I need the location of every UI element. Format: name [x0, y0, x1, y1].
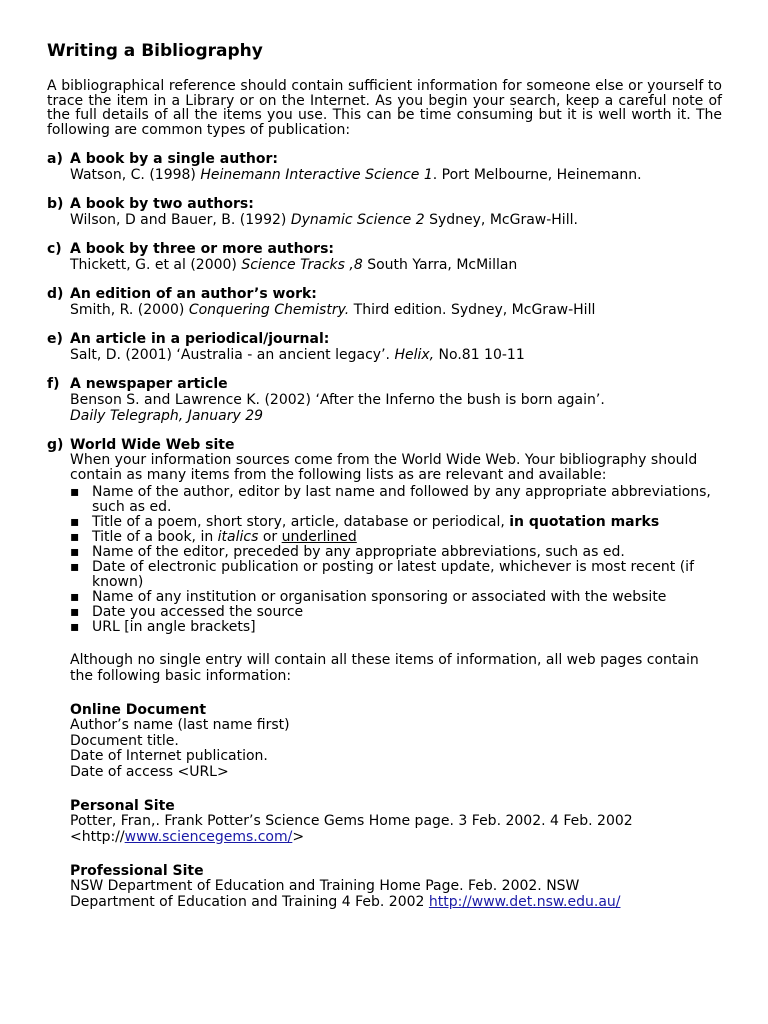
- section-g: [47, 437, 722, 910]
- list-item: ▪ Title of a book, in italics or underlined: [70, 530, 722, 545]
- reference-example: Watson, C. (1998) Heinemann Interactive Science 1. Port Melbourne, Heinemann.: [70, 167, 642, 183]
- bullet-list: [70, 485, 722, 635]
- online-line: Document title.: [70, 732, 179, 749]
- reference-example: Smith, R. (2000) Conquering Chemistry. Third edition. Sydney, McGraw-Hill: [70, 302, 596, 318]
- page-title: Writing a Bibliography: [47, 41, 263, 61]
- list-item: ▪ Date of electronic publication or posting or latest update, whichever is most recent (if known): [70, 560, 722, 590]
- section-letter: f): [47, 376, 60, 392]
- document-page: [47, 40, 722, 910]
- list-item: ▪ Name of the author, editor by last name and followed by any appropriate abbreviations, such as ed.: [70, 485, 722, 515]
- personal-site-heading: Personal Site: [70, 798, 175, 814]
- professional-site-line: NSW Department of Education and Training Home Page. Feb. 2002. NSW: [70, 878, 580, 894]
- professional-site-url-line: Department of Education and Training 4 Feb. 2002 http://www.det.nsw.edu.au/: [70, 893, 621, 910]
- reference-example: Salt, D. (2001) ‘Australia - an ancient legacy’. Helix, No.81 10-11: [70, 347, 525, 363]
- list-item: ▪ URL [in angle brackets]: [70, 620, 722, 635]
- section-letter: b): [47, 196, 64, 212]
- section-heading: World Wide Web site: [70, 437, 235, 453]
- section-letter: e): [47, 331, 63, 347]
- reference-example: Wilson, D and Bauer, B. (1992) Dynamic Science 2 Sydney, McGraw-Hill.: [70, 212, 578, 228]
- although-paragraph: Although no single entry will contain all these items of information, all web pages contain the following basic information:: [70, 652, 699, 684]
- section-a: [47, 151, 722, 183]
- www-intro: When your information sources come from the World Wide Web. Your bibliography should contain as many items from the following lists as are relevant and available:: [70, 452, 698, 483]
- online-line: Date of access <URL>: [70, 763, 229, 780]
- section-d: [47, 286, 722, 318]
- personal-site-url-line: <http://www.sciencegems.com/>: [70, 828, 305, 845]
- intro-paragraph: A bibliographical reference should contain sufficient information for someone else or yourself to trace the item in a Library or on the Internet. As you begin your search, keep a careful note of the full details of all the items you use. This can be time consuming but it is well worth it. The following are common types of publication:: [47, 78, 722, 138]
- section-letter: a): [47, 151, 63, 167]
- list-item: ▪ Date you accessed the source: [70, 605, 722, 620]
- list-item: ▪ Name of any institution or organisation sponsoring or associated with the website: [70, 590, 722, 605]
- section-letter: g): [47, 437, 64, 453]
- section-heading: A book by two authors:: [70, 196, 254, 212]
- reference-example: Thickett, G. et al (2000) Science Tracks ,8 South Yarra, McMillan: [70, 257, 518, 273]
- section-heading: A newspaper article: [70, 376, 228, 392]
- section-f: [47, 376, 722, 424]
- section-e: [47, 331, 722, 363]
- section-c: [47, 241, 722, 273]
- section-letter: c): [47, 241, 62, 257]
- section-heading: A book by three or more authors:: [70, 241, 335, 257]
- online-line: Author’s name (last name first): [70, 717, 290, 733]
- section-heading: An article in a periodical/journal:: [70, 331, 330, 347]
- online-line: Date of Internet publication.: [70, 748, 268, 764]
- det-nsw-link[interactable]: http://www.det.nsw.edu.au/: [428, 893, 621, 910]
- list-item: ▪ Title of a poem, short story, article, database or periodical, in quotation marks: [70, 515, 722, 530]
- online-document-heading: Online Document: [70, 702, 207, 718]
- section-letter: d): [47, 286, 64, 302]
- professional-site-heading: Professional Site: [70, 863, 204, 879]
- reference-example: Benson S. and Lawrence K. (2002) ‘After the Inferno the bush is born again’. Daily Telegraph, January 29: [70, 392, 605, 424]
- sciencegems-link[interactable]: www.sciencegems.com/: [124, 828, 293, 845]
- section-b: [47, 196, 722, 228]
- section-heading: A book by a single author:: [70, 151, 278, 167]
- section-heading: An edition of an author’s work:: [70, 286, 317, 302]
- personal-site-line: Potter, Fran,. Frank Potter’s Science Gems Home page. 3 Feb. 2002. 4 Feb. 2002: [70, 813, 633, 829]
- list-item: ▪ Name of the editor, preceded by any appropriate abbreviations, such as ed.: [70, 545, 722, 560]
